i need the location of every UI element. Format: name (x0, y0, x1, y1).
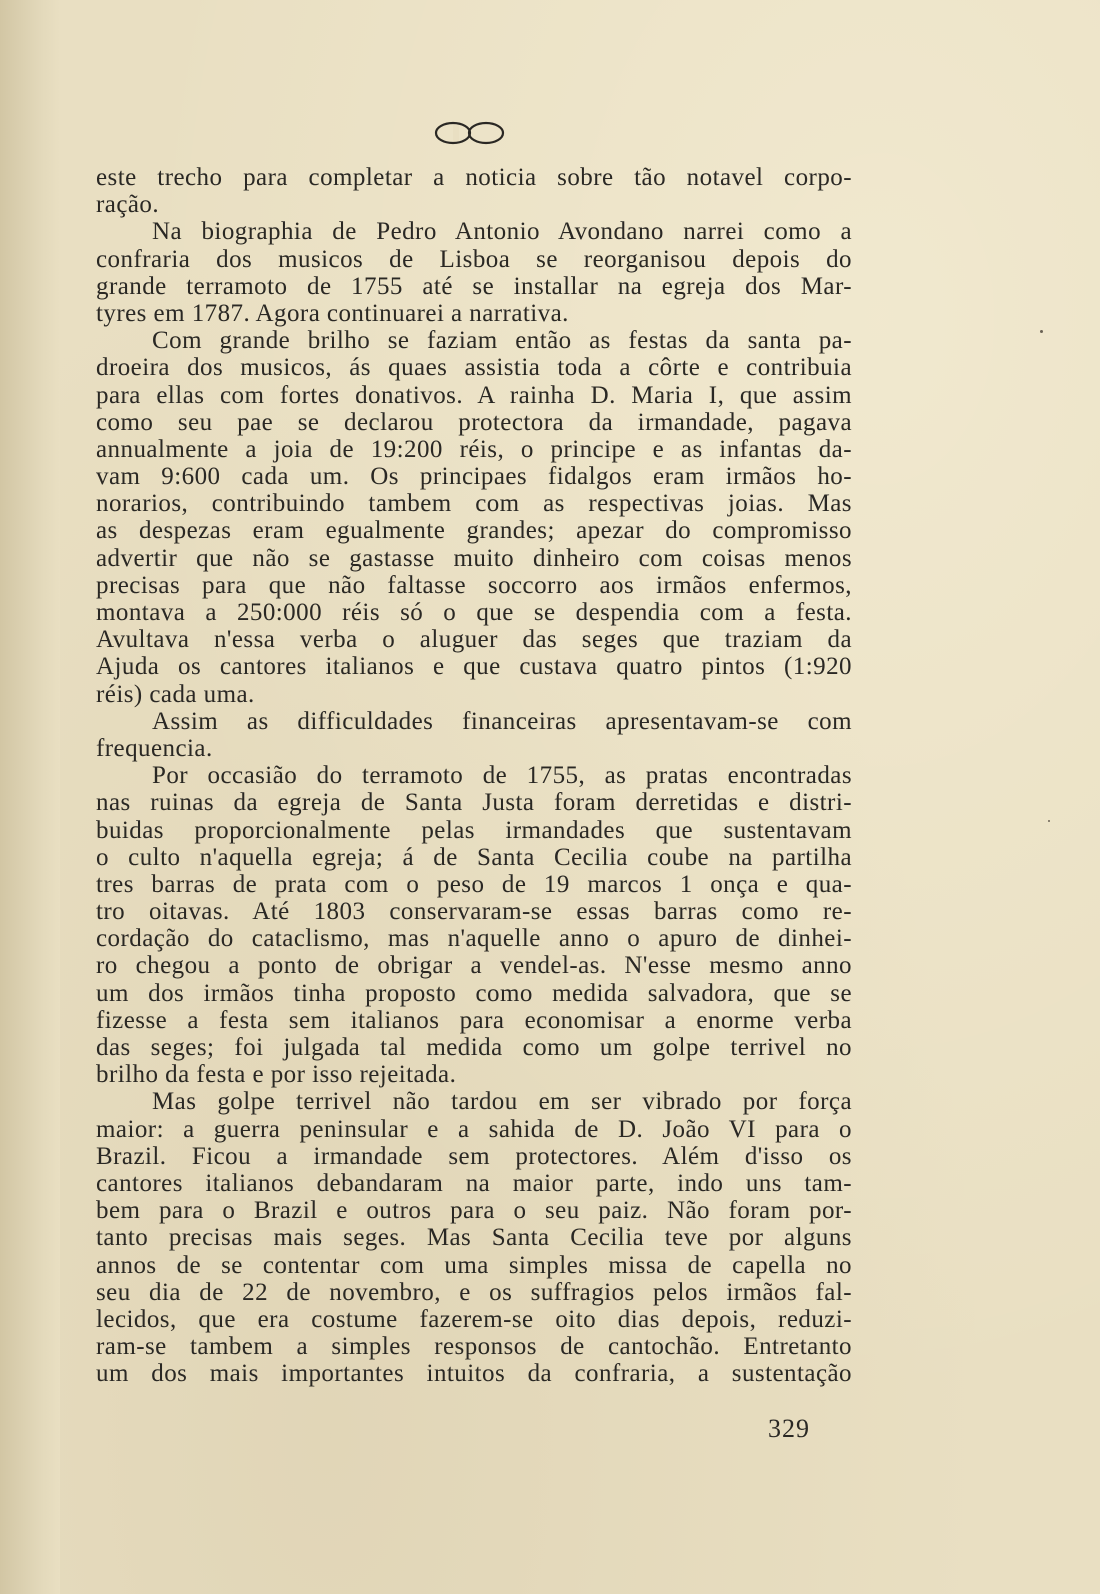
text-line: ram-se tambem a simples responsos de cantochão. Entretanto (96, 1333, 852, 1361)
text-line: um dos irmãos tinha proposto como medida salvadora, que se (96, 979, 852, 1007)
binding-shadow (0, 0, 60, 1594)
text-line: cordação do cataclismo, mas n'aquelle anno o apuro de dinhei- (96, 925, 852, 953)
text-line: Na biographia de Pedro Antonio Avondano narrei como a (152, 218, 852, 246)
text-line: Avultava n'essa verba o aluguer das seges que traziam da (96, 626, 852, 654)
text-line: tanto precisas mais seges. Mas Santa Cecilia teve por alguns (96, 1224, 852, 1252)
text-line: bem para o Brazil e outros para o seu paiz. Não foram por- (96, 1197, 852, 1225)
text-line: droeira dos musicos, ás quaes assistia toda a côrte e contribuia (96, 354, 852, 382)
text-line: as despezas eram egualmente grandes; apezar do compromisso (96, 517, 852, 545)
text-line: tro oitavas. Até 1803 conservaram-se essas barras como re- (96, 898, 852, 926)
text-line: Mas golpe terrivel não tardou em ser vibrado por força (152, 1088, 852, 1116)
text-line: lecidos, que era costume fazerem-se oito dias depois, reduzi- (96, 1305, 852, 1333)
text-line: ração. (96, 191, 160, 219)
text-line: norarios, contribuindo tambem com as respectivas joias. Mas (96, 490, 852, 518)
text-line: Com grande brilho se faziam então as festas da santa pa- (152, 327, 852, 355)
header-ornament (432, 118, 512, 148)
text-line: montava a 250:000 réis só o que se despendia com a festa. (96, 599, 852, 626)
text-line: precisas para que não faltasse soccorro aos irmãos enfermos, (96, 571, 852, 599)
text-line: réis) cada uma. (96, 680, 255, 708)
text-line: ro chegou a ponto de obrigar a vendel-as. N'esse mesmo anno (96, 952, 852, 980)
text-line: tres barras de prata com o peso de 19 marcos 1 onça e qua- (96, 870, 852, 898)
text-line: grande terramoto de 1755 até se installar na egreja dos Mar- (96, 272, 852, 300)
text-line: cantores italianos debandaram na maior parte, indo uns tam- (96, 1169, 852, 1197)
text-line: maior: a guerra peninsular e a sahida de D. João VI para o (96, 1115, 852, 1143)
text-line: este trecho para completar a noticia sobre tão notavel corpo- (96, 164, 852, 191)
text-line: seu dia de 22 de novembro, e os suffragios pelos irmãos fal- (96, 1278, 852, 1306)
text-line: frequencia. (96, 734, 213, 762)
text-line: advertir que não se gastasse muito dinheiro com coisas menos (96, 544, 852, 572)
text-line: brilho da festa e por isso rejeitada. (96, 1061, 457, 1089)
text-line: Brazil. Ficou a irmandade sem protectores. Além d'isso os (96, 1142, 852, 1170)
text-line: um dos mais importantes intuitos da confraria, a sustentação (96, 1360, 852, 1388)
text-line: fizesse a festa sem italianos para economisar a enorme verba (96, 1006, 852, 1034)
text-line: das seges; foi julgada tal medida como um golpe terrivel no (96, 1034, 852, 1061)
text-line: annos de se contentar com uma simples missa de capella no (96, 1251, 852, 1279)
body-text (96, 164, 852, 1387)
text-line: nas ruinas da egreja de Santa Justa foram derretidas e distri- (96, 789, 852, 817)
text-line: Por occasião do terramoto de 1755, as pratas encontradas (152, 762, 852, 790)
text-line: para ellas com fortes donativos. A rainha D. Maria I, que assim (96, 381, 852, 409)
text-line: confraria dos musicos de Lisboa se reorganisou depois do (96, 245, 852, 273)
text-line: annualmente a joia de 19:200 réis, o principe e as infantas da- (96, 435, 852, 463)
text-line: como seu pae se declarou protectora da irmandade, pagava (96, 408, 852, 436)
paper-speck (1048, 820, 1050, 822)
text-line: o culto n'aquella egreja; á de Santa Cecilia coube na partilha (96, 843, 852, 871)
text-line: vam 9:600 cada um. Os principaes fidalgos eram irmãos ho- (96, 463, 852, 491)
text-line: buidas proporcionalmente pelas irmandades que sustentavam (96, 816, 852, 844)
paper-speck (1040, 330, 1043, 333)
page-number: 329 (768, 1414, 810, 1443)
text-line: Ajuda os cantores italianos e que custava quatro pintos (1:920 (96, 653, 852, 681)
text-line: Assim as difficuldades financeiras apresentavam-se com (152, 707, 852, 735)
text-line: tyres em 1787. Agora continuarei a narrativa. (96, 299, 569, 327)
